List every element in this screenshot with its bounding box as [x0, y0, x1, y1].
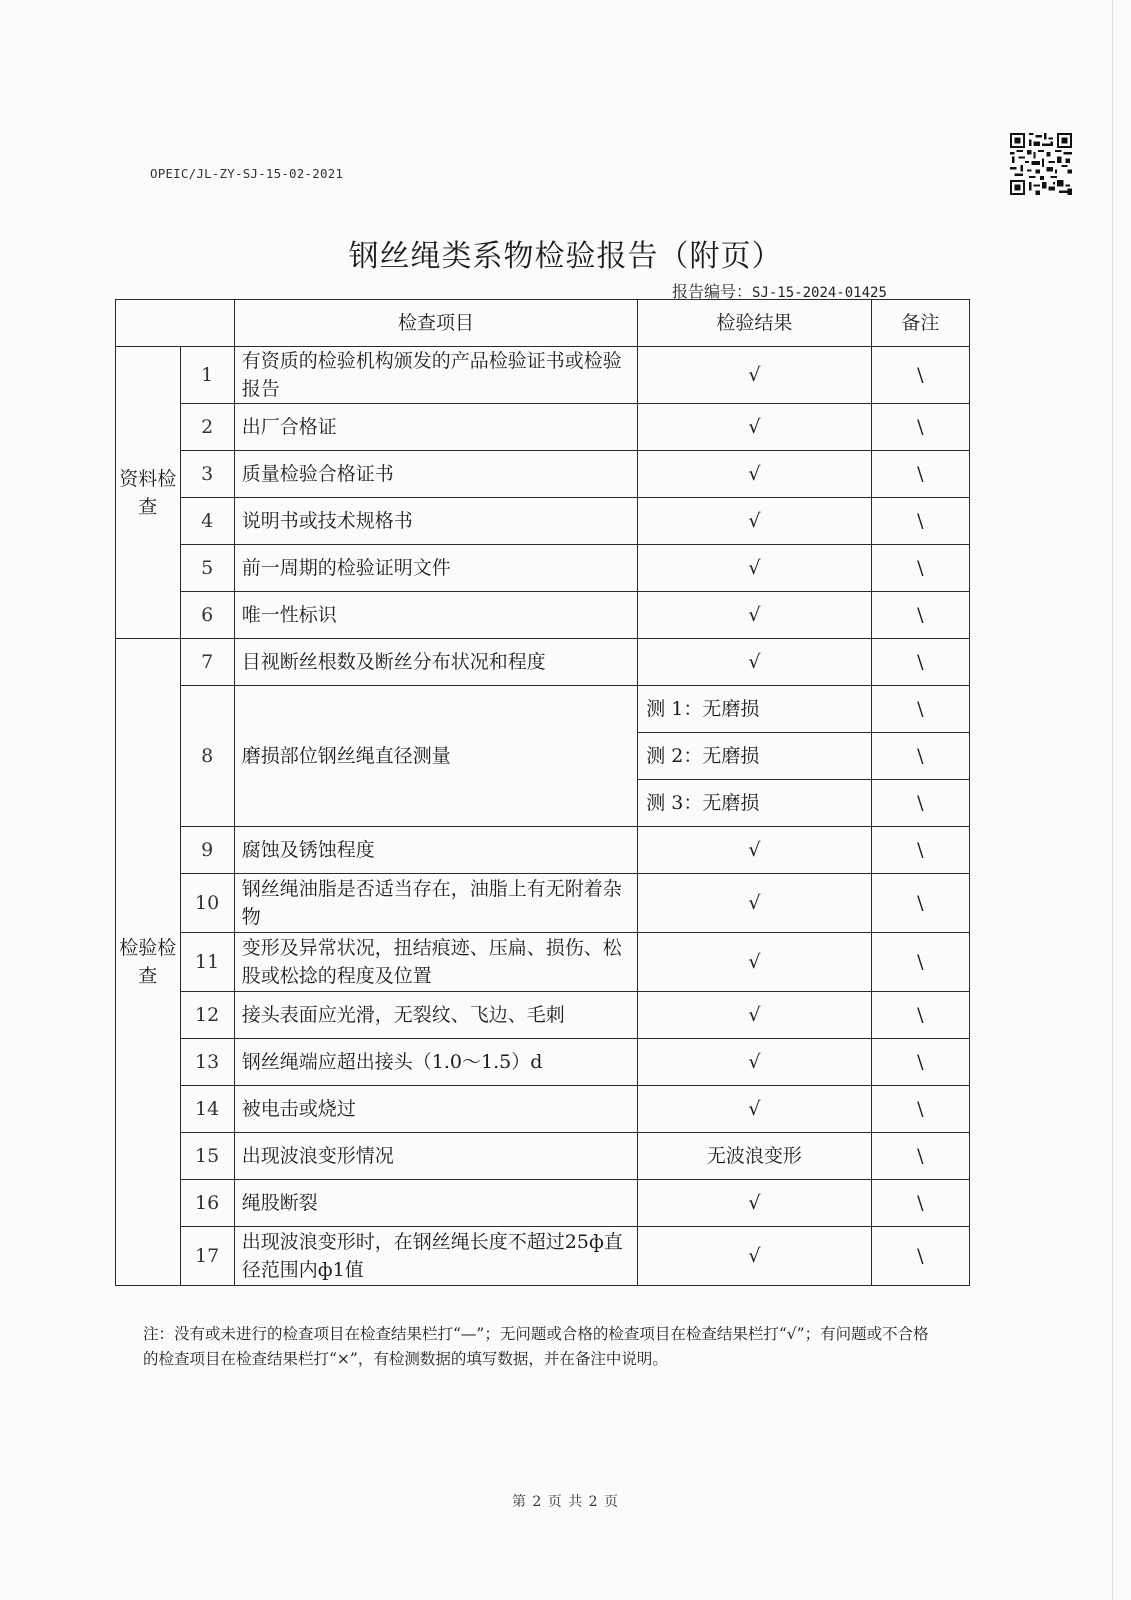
table-row — [116, 404, 970, 451]
measurement-note: \ — [871, 686, 969, 733]
table-row — [116, 1180, 970, 1227]
measurement-result: 测 1：无磨损 — [638, 686, 871, 733]
row-note: \ — [871, 874, 969, 933]
inspection-table — [115, 299, 970, 1286]
row-result: √ — [638, 992, 871, 1039]
row-result: √ — [638, 1180, 871, 1227]
row-note: \ — [871, 592, 969, 639]
row-note: \ — [871, 545, 969, 592]
row-result: √ — [638, 451, 871, 498]
row-item: 有资质的检验机构颁发的产品检验证书或检验报告 — [234, 347, 637, 404]
row-item: 目视断丝根数及断丝分布状况和程度 — [234, 639, 637, 686]
row-note: \ — [871, 992, 969, 1039]
measurement-result: 测 2：无磨损 — [638, 733, 871, 780]
row-result: √ — [638, 347, 871, 404]
header-note: 备注 — [871, 300, 969, 347]
header-blank-cell — [116, 300, 235, 347]
table-row — [116, 498, 970, 545]
row-result: √ — [638, 545, 871, 592]
row-result: √ — [638, 874, 871, 933]
table-row — [116, 545, 970, 592]
row-number: 11 — [180, 933, 234, 992]
table-row — [116, 592, 970, 639]
measurement-note: \ — [871, 780, 969, 827]
table-row — [116, 1039, 970, 1086]
row-item: 前一周期的检验证明文件 — [234, 545, 637, 592]
row-note: \ — [871, 1039, 969, 1086]
row-item: 质量检验合格证书 — [234, 451, 637, 498]
row-item: 说明书或技术规格书 — [234, 498, 637, 545]
row-result: √ — [638, 1086, 871, 1133]
row-result: √ — [638, 827, 871, 874]
row-number: 9 — [180, 827, 234, 874]
row-item: 唯一性标识 — [234, 592, 637, 639]
row-item: 变形及异常状况，扭结痕迹、压扁、损伤、松股或松捻的程度及位置 — [234, 933, 637, 992]
row-note: \ — [871, 404, 969, 451]
table-row — [116, 1227, 970, 1286]
table-row — [116, 933, 970, 992]
row-note: \ — [871, 1086, 969, 1133]
row-note: \ — [871, 827, 969, 874]
row-result: √ — [638, 498, 871, 545]
group-label-inspection-check: 检验检查 — [116, 639, 181, 1286]
qr-code-icon — [1010, 133, 1072, 195]
table-row — [116, 451, 970, 498]
row-note: \ — [871, 639, 969, 686]
row-result: √ — [638, 933, 871, 992]
row-number: 6 — [180, 592, 234, 639]
report-title: 钢丝绳类系物检验报告（附页） — [348, 239, 783, 274]
row-number: 15 — [180, 1133, 234, 1180]
table-row — [116, 1133, 970, 1180]
footnote: 注：没有或未进行的检查项目在检查结果栏打“—”；无问题或合格的检查项目在检查结果栏打“√”；有问题或不合格的检查项目在检查结果栏打“×”，有检测数据的填写数据，并在备注中说明。 — [143, 1325, 929, 1368]
row-item: 出厂合格证 — [234, 404, 637, 451]
page-number: 第 2 页 共 2 页 — [511, 1494, 620, 1510]
report-number-value: SJ-15-2024-01425 — [752, 285, 887, 301]
row-number: 13 — [180, 1039, 234, 1086]
row-item: 接头表面应光滑，无裂纹、飞边、毛刺 — [234, 992, 637, 1039]
row-number: 8 — [180, 686, 234, 827]
row-item: 钢丝绳油脂是否适当存在，油脂上有无附着杂物 — [234, 874, 637, 933]
row-item: 磨损部位钢丝绳直径测量 — [234, 686, 637, 827]
row-note: \ — [871, 1180, 969, 1227]
row-item: 钢丝绳端应超出接头（1.0～1.5）d — [234, 1039, 637, 1086]
measurement-result: 测 3：无磨损 — [638, 780, 871, 827]
row-result: √ — [638, 404, 871, 451]
row-number: 1 — [180, 347, 234, 404]
table-row — [116, 1086, 970, 1133]
row-number: 2 — [180, 404, 234, 451]
row-number: 4 — [180, 498, 234, 545]
table-row — [116, 992, 970, 1039]
row-number: 7 — [180, 639, 234, 686]
row-result: √ — [638, 1039, 871, 1086]
row-note: \ — [871, 933, 969, 992]
row-result: 无波浪变形 — [638, 1133, 871, 1180]
report-number-label: 报告编号： — [672, 282, 753, 301]
header-item: 检查项目 — [234, 300, 637, 347]
row-item: 被电击或烧过 — [234, 1086, 637, 1133]
row-note: \ — [871, 347, 969, 404]
row-number: 14 — [180, 1086, 234, 1133]
table-header-row — [116, 300, 970, 347]
row-item: 出现波浪变形情况 — [234, 1133, 637, 1180]
row-number: 3 — [180, 451, 234, 498]
group-label-document-check: 资料检查 — [116, 347, 181, 639]
row-result: √ — [638, 592, 871, 639]
row-item: 出现波浪变形时，在钢丝绳长度不超过25ф直径范围内ф1值 — [234, 1227, 637, 1286]
row-number: 12 — [180, 992, 234, 1039]
row-result: √ — [638, 1227, 871, 1286]
table-row — [116, 347, 970, 404]
row-number: 17 — [180, 1227, 234, 1286]
row-note: \ — [871, 498, 969, 545]
row-number: 16 — [180, 1180, 234, 1227]
header-result: 检验结果 — [638, 300, 871, 347]
row-item: 绳股断裂 — [234, 1180, 637, 1227]
table-row — [116, 639, 970, 686]
row-note: \ — [871, 1227, 969, 1286]
table-row — [116, 827, 970, 874]
table-row — [116, 686, 970, 733]
row-result: √ — [638, 639, 871, 686]
document-code: OPEIC/JL-ZY-SJ-15-02-2021 — [150, 166, 344, 181]
table-row — [116, 874, 970, 933]
row-item: 腐蚀及锈蚀程度 — [234, 827, 637, 874]
row-number: 5 — [180, 545, 234, 592]
row-number: 10 — [180, 874, 234, 933]
row-note: \ — [871, 1133, 969, 1180]
row-note: \ — [871, 451, 969, 498]
measurement-note: \ — [871, 733, 969, 780]
